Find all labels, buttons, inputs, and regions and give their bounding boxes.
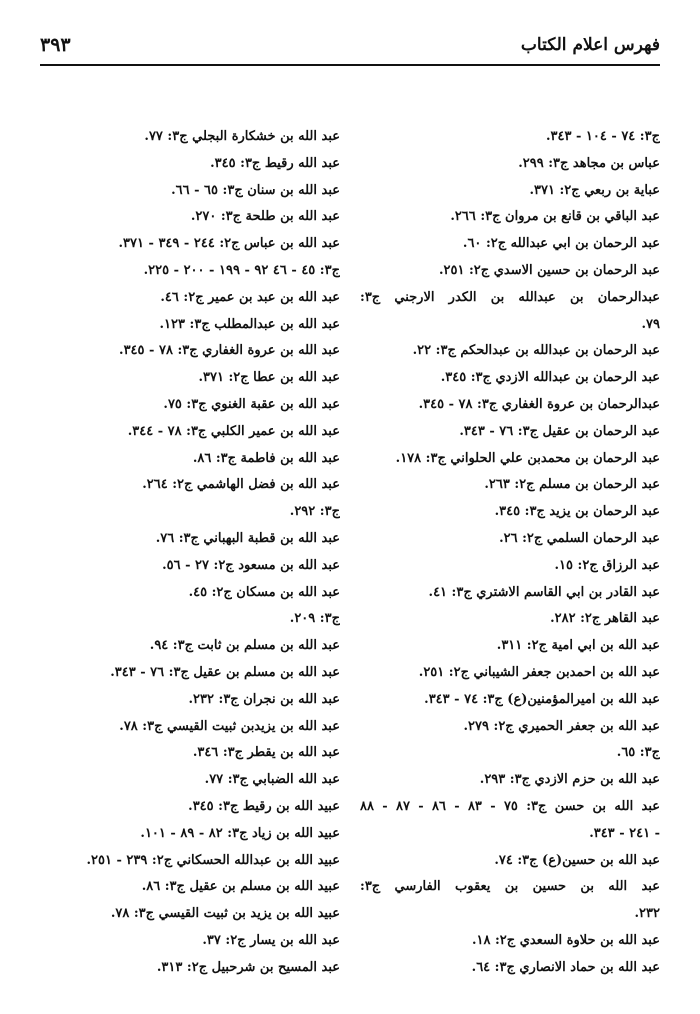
index-entry: عبد الله بن يسار ج٢: ٣٧.: [202, 932, 340, 948]
index-entry: عبد الله بن فاطمة ج٣: ٨٦.: [192, 450, 340, 466]
index-entry: عبدالرحمان بن عبدالله بن الكدر الارجني ج٣:: [360, 289, 660, 305]
index-entry: عبد الله بن حسين بن يعقوب الفارسي ج٣:: [360, 879, 660, 895]
index-entry: عبد الرحمان السلمي ج٢: ٢٦.: [499, 530, 660, 546]
index-entry: عبد الله بن حماد الانصاري ج٣: ٦٤.: [471, 959, 660, 975]
index-entry: عبد الرحمان بن يزيد ج٣: ٣٤٥.: [494, 504, 660, 520]
index-entry: عبد الله بن عبد بن عمير ج٢: ٤٦.: [160, 289, 340, 305]
index-columns: [40, 124, 660, 982]
index-entry: عبيد الله بن زياد ج٣: ٨٢ - ٨٩ - ١٠١.: [140, 825, 340, 841]
index-entry: عبد الله بن عقبة الغنوي ج٣: ٧٥.: [163, 396, 340, 412]
index-entry: عبد الرحمان بن ابي عبدالله ج٢: ٦٠.: [462, 236, 660, 252]
index-column-right: [360, 124, 660, 982]
index-entry: عبد الله بن حزم الازدي ج٣: ٢٩٣.: [479, 772, 660, 788]
index-entry: عبد الله بن عروة الغفاري ج٣: ٧٨ - ٣٤٥.: [119, 343, 340, 359]
index-entry: عبد الله بن مسكان ج٢: ٤٥.: [188, 584, 340, 600]
index-entry: عبد الله بن جعفر الحميري ج٢: ٢٧٩.: [463, 718, 660, 734]
index-entry: عبد الرحمان بن عبدالله الازدي ج٣: ٣٤٥.: [440, 370, 660, 386]
index-entry: ج٣: ٢٠٩.: [289, 611, 340, 627]
index-entry: عبيد الله بن رقيط ج٣: ٣٤٥.: [188, 798, 340, 814]
index-column-left: [40, 124, 340, 982]
page-header: [40, 28, 660, 62]
header-divider: [40, 64, 660, 66]
index-entry: عبد الله بن حسين(ع) ج٣: ٧٤.: [494, 852, 660, 868]
index-entry: عبد المسيح بن شرحبيل ج٢: ٣١٣.: [156, 959, 340, 975]
index-entry: عبد الرحمان بن عبدالله بن عبدالحكم ج٣: ٢٢.: [412, 343, 660, 359]
index-entry: عبد الله بن حسن ج٣: ٧٥ - ٨٣ - ٨٦ - ٨٧ - ٨٨: [360, 798, 660, 814]
index-entry: عباية بن ربعي ج٢: ٣٧١.: [529, 182, 660, 198]
index-entry: عبد الله بن حلاوة السعدي ج٢: ١٨.: [471, 932, 660, 948]
index-entry: ٧٩.: [641, 316, 660, 332]
index-entry: عباس بن مجاهد ج٣: ٢٩٩.: [518, 155, 660, 171]
index-entry: - ٢٤١ - ٣٤٣.: [589, 825, 660, 841]
index-entry: عبد الله بن احمدبن جعفر الشيباني ج٢: ٢٥١.: [418, 664, 660, 680]
index-entry: عبد الرحمان بن مسلم ج٢: ٢٦٣.: [484, 477, 660, 493]
index-entry: عبد الله بن طلحة ج٣: ٢٧٠.: [190, 209, 340, 225]
page-number: ٣٩٣: [40, 34, 71, 56]
index-entry: عبد الله بن عباس ج٢: ٢٤٤ - ٣٤٩ - ٣٧١.: [118, 236, 340, 252]
index-entry: ج٣: ٤٥ - ٤٦ ٩٢ - ١٩٩ - ٢٠٠ - ٢٢٥.: [143, 262, 340, 278]
index-entry: عبد الباقي بن قانع بن مروان ج٣: ٢٦٦.: [450, 209, 660, 225]
index-entry: ج٣: ٢٩٢.: [289, 504, 340, 520]
index-entry: ج٣: ٦٥.: [616, 745, 660, 761]
index-entry: عبد الله بن عطا ج٢: ٣٧١.: [198, 370, 340, 386]
index-entry: عبد القادر بن ابي القاسم الاشتري ج٣: ٤١.: [428, 584, 660, 600]
index-entry: عبيد الله بن يزيد بن ثبيت القيسي ج٣: ٧٨.: [110, 906, 340, 922]
index-entry: عبد الله بن يقطر ج٣: ٣٤٦.: [192, 745, 340, 761]
index-entry: عبد الله بن ابي امية ج٢: ٣١١.: [496, 638, 660, 654]
index-entry: عبد الله بن خشكارة البجلي ج٣: ٧٧.: [144, 129, 340, 144]
index-entry: عبد الله بن عمير الكلبي ج٣: ٧٨ - ٣٤٤.: [127, 423, 340, 439]
index-entry: عبد الله بن فضل الهاشمي ج٢: ٢٦٤.: [142, 477, 340, 493]
index-entry: عبد الرحمان بن محمدبن علي الحلواني ج٣: ١٧٨.: [395, 450, 660, 466]
index-entry: عبد الرزاق ج٢: ١٥.: [554, 557, 660, 573]
index-entry: عبد الرحمان بن حسين الاسدي ج٢: ٢٥١.: [438, 262, 660, 278]
index-entry: عبد الله بن مسلم بن عقيل ج٣: ٧٦ - ٣٤٣.: [110, 664, 340, 680]
index-entry: ج٣: ٧٤ - ١٠٤ - ٣٤٣.: [545, 129, 660, 144]
index-entry: عبد الله بن يزيدبن ثبيت القيسي ج٣: ٧٨.: [119, 718, 340, 734]
running-title: فهرس اعلام الكتاب: [520, 35, 660, 55]
index-entry: عبد الله بن مسلم بن ثابت ج٣: ٩٤.: [149, 638, 340, 654]
index-entry: عبدالرحمان بن عروة الغفاري ج٣: ٧٨ - ٣٤٥.: [418, 396, 660, 412]
index-entry: عبد الله بن قطبة البهباني ج٣: ٧٦.: [155, 530, 340, 546]
index-entry: عبد الله بن اميرالمؤمنين(ع) ج٣: ٧٤ - ٣٤٣.: [424, 691, 660, 707]
index-entry: عبيد الله بن مسلم بن عقيل ج٣: ٨٦.: [141, 879, 340, 895]
index-entry: عبد الرحمان بن عقيل ج٣: ٧٦ - ٣٤٣.: [459, 423, 660, 439]
index-entry: عبد الله بن عبدالمطلب ج٣: ١٢٣.: [159, 316, 340, 332]
index-entry: عبد القاهر ج٢: ٢٨٢.: [550, 611, 660, 627]
index-entry: عبد الله الضبابي ج٣: ٧٧.: [204, 772, 340, 788]
index-entry: عبد الله بن سنان ج٣: ٦٥ - ٦٦.: [171, 182, 340, 198]
index-entry: عبيد الله بن عبدالله الحسكاني ج٢: ٢٣٩ - ٢٥١.: [86, 852, 340, 868]
index-entry: ٢٣٢.: [634, 906, 660, 922]
index-entry: عبد الله رقيط ج٣: ٣٤٥.: [210, 155, 340, 171]
index-entry: عبد الله بن مسعود ج٢: ٢٧ - ٥٦.: [162, 557, 340, 573]
index-entry: عبد الله بن نجران ج٣: ٢٣٢.: [188, 691, 340, 707]
